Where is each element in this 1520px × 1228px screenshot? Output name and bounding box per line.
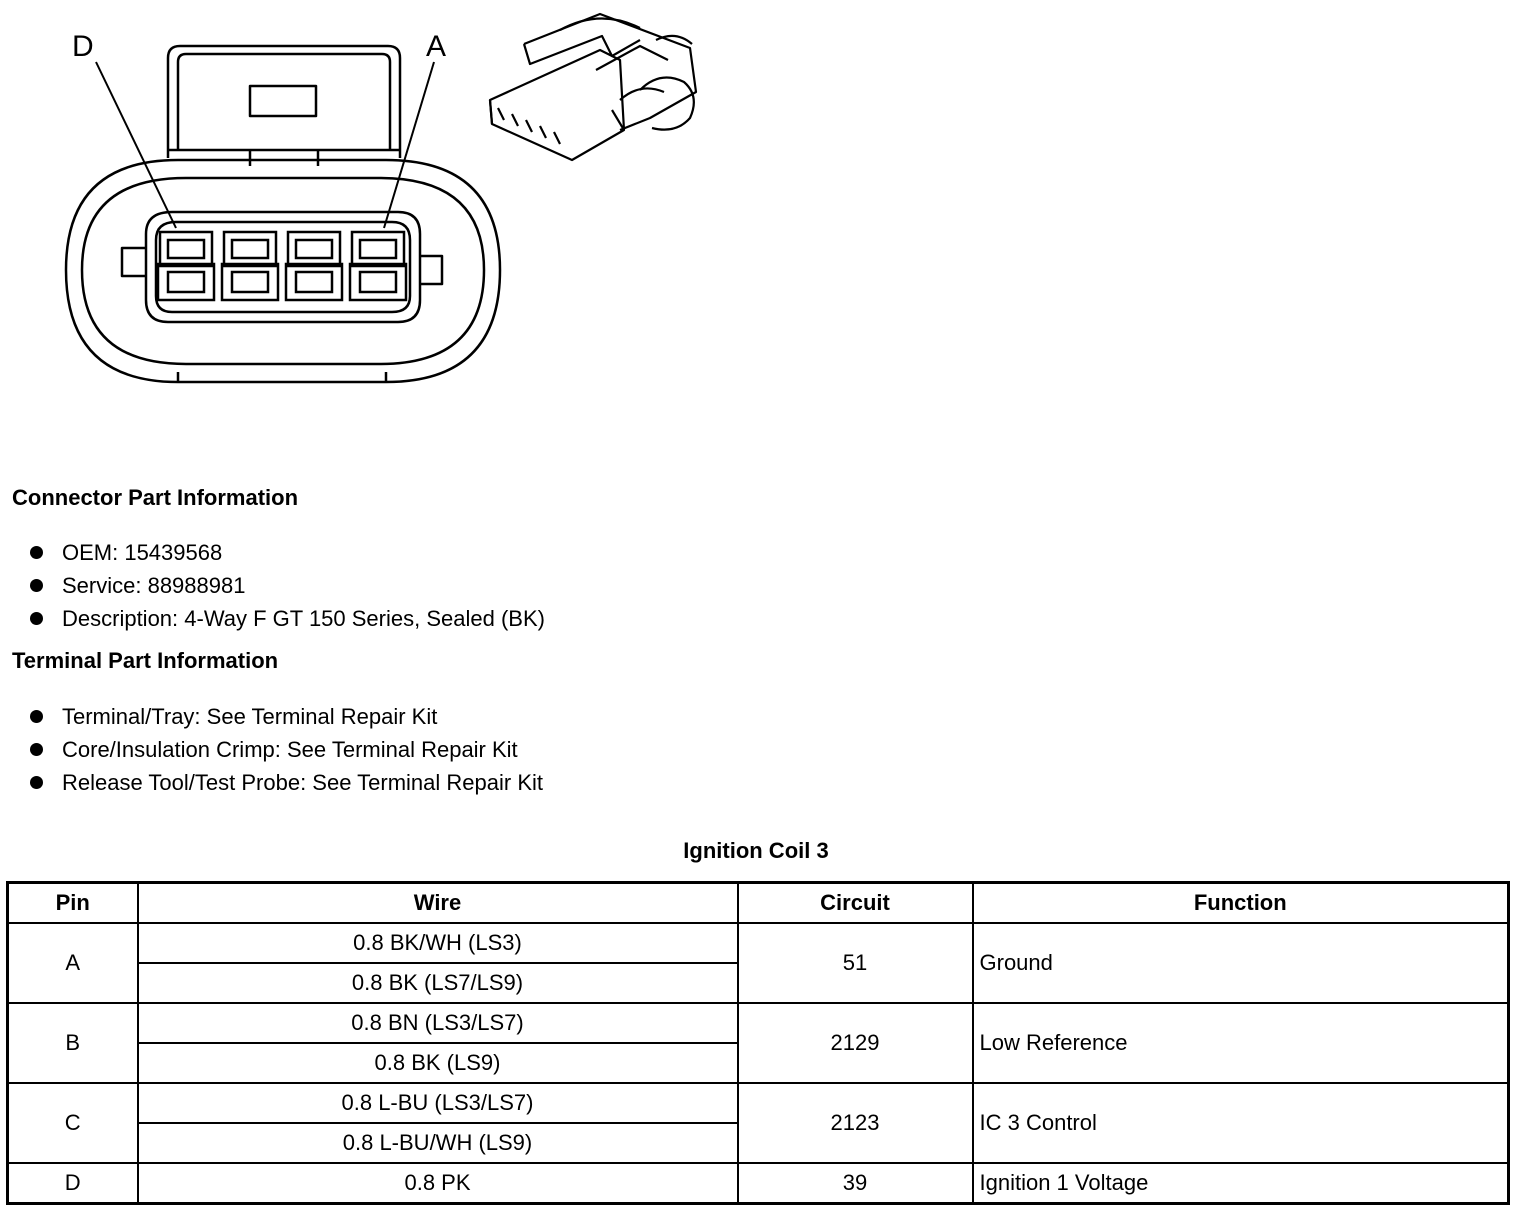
list-item: Terminal/Tray: See Terminal Repair Kit — [30, 700, 543, 733]
header-circuit: Circuit — [738, 883, 973, 924]
list-item: Release Tool/Test Probe: See Terminal Repair Kit — [30, 766, 543, 799]
terminal-b — [286, 232, 342, 300]
connector-latch — [168, 46, 400, 158]
bullet-icon — [30, 579, 43, 592]
cell-wire: 0.8 PK — [138, 1163, 738, 1204]
terminal-part-info-heading: Terminal Part Information — [12, 648, 279, 673]
cell-circuit: 51 — [738, 923, 973, 1003]
leader-line-d — [96, 62, 176, 228]
pin-label-a: A — [426, 30, 447, 63]
table-header-row — [8, 883, 1509, 924]
cell-pin: A — [8, 923, 138, 1003]
cell-circuit: 2123 — [738, 1083, 973, 1163]
connector-3d-view — [490, 14, 696, 160]
cell-function: Ignition 1 Voltage — [973, 1163, 1509, 1204]
connector-part-info-list — [30, 536, 545, 635]
bullet-icon — [30, 776, 43, 789]
header-function: Function — [973, 883, 1509, 924]
cell-function: Ground — [973, 923, 1509, 1003]
connector-body-inner — [82, 178, 484, 364]
pin-label-d: D — [72, 30, 94, 63]
table-row — [8, 1163, 1509, 1204]
terminal-part-info-list — [30, 700, 543, 799]
bullet-icon — [30, 710, 43, 723]
header-wire: Wire — [138, 883, 738, 924]
table-title: Ignition Coil 3 — [683, 838, 829, 863]
bullet-icon — [30, 612, 43, 625]
cell-function: Low Reference — [973, 1003, 1509, 1083]
list-item: Core/Insulation Crimp: See Terminal Repair Kit — [30, 733, 543, 766]
connector-body-outer — [66, 160, 500, 382]
terminal-c — [222, 232, 278, 300]
cell-pin: D — [8, 1163, 138, 1204]
cell-wire: 0.8 BK (LS9) — [138, 1043, 738, 1083]
table-row — [8, 1003, 1509, 1043]
leader-line-a — [384, 62, 434, 228]
connector-part-info-heading: Connector Part Information — [12, 485, 299, 510]
pinout-table — [6, 881, 1510, 1205]
cell-circuit: 2129 — [738, 1003, 973, 1083]
bullet-icon — [30, 743, 43, 756]
cell-pin: B — [8, 1003, 138, 1083]
bullet-icon — [30, 546, 43, 559]
cell-wire: 0.8 L-BU (LS3/LS7) — [138, 1083, 738, 1123]
list-item: Service: 88988981 — [30, 569, 545, 602]
connector-tab-left — [122, 248, 146, 276]
terminal-d — [158, 232, 214, 300]
cell-wire: 0.8 BN (LS3/LS7) — [138, 1003, 738, 1043]
cell-wire: 0.8 BK (LS7/LS9) — [138, 963, 738, 1003]
table-row — [8, 1083, 1509, 1123]
cell-function: IC 3 Control — [973, 1083, 1509, 1163]
cell-wire: 0.8 L-BU/WH (LS9) — [138, 1123, 738, 1163]
list-item: OEM: 15439568 — [30, 536, 545, 569]
connector-tab-right — [420, 256, 442, 284]
cell-wire: 0.8 BK/WH (LS3) — [138, 923, 738, 963]
list-item: Description: 4-Way F GT 150 Series, Sealed (BK) — [30, 602, 545, 635]
connector-diagram — [0, 0, 760, 400]
terminal-a — [350, 232, 406, 300]
cell-pin: C — [8, 1083, 138, 1163]
table-row — [8, 923, 1509, 963]
cell-circuit: 39 — [738, 1163, 973, 1204]
header-pin: Pin — [8, 883, 138, 924]
